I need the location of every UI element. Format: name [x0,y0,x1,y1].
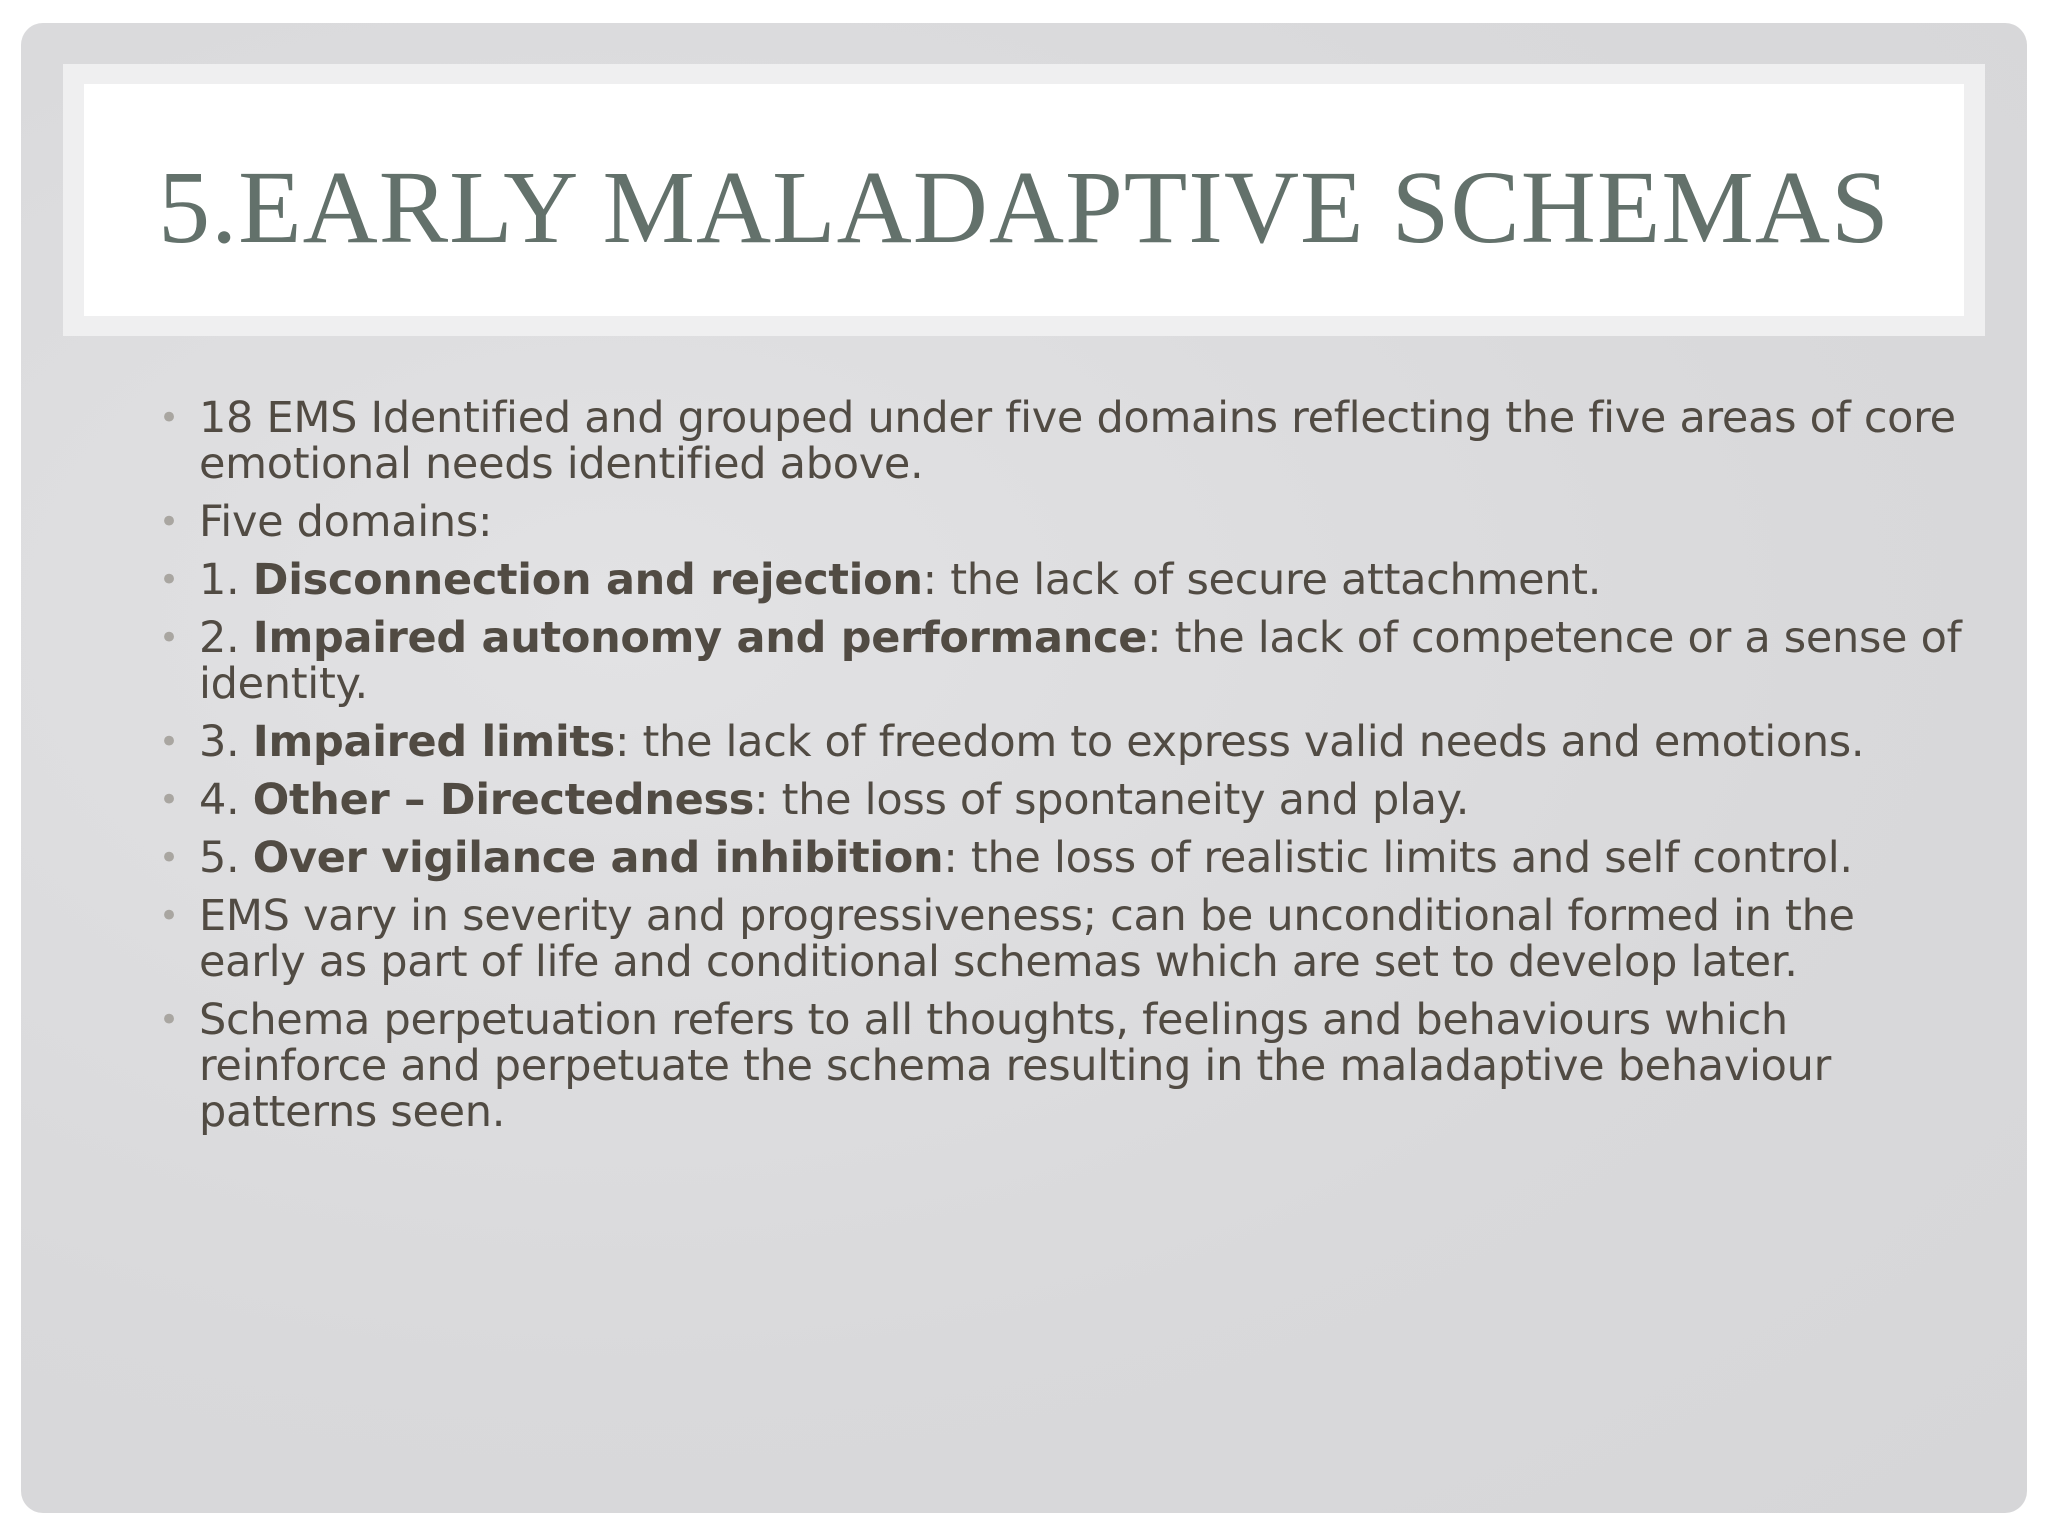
bullet-prefix: 3. [199,717,253,767]
bullet-prefix: 2. [199,613,253,663]
bullet-item [141,499,1971,545]
bullet-item [141,777,1971,823]
bullet-bold: Impaired autonomy and performance [252,613,1148,663]
bullet-text: EMS vary in severity and progressiveness; can be unconditional formed in the early as part of life and conditional schemas which are set to develop later. [199,891,1855,987]
bullet-item [141,893,1971,985]
bullet-text: Schema perpetuation refers to all thoughts, feelings and behaviours which reinforce and perpetuate the schema resulting in the maladaptive behaviour patterns seen. [199,995,1831,1137]
bullet-bold: Impaired limits [252,717,615,767]
bullet-text: : the lack of secure attachment. [922,555,1602,605]
bullet-item [141,557,1971,603]
bullet-bold: Disconnection and rejection [252,555,923,605]
bullet-prefix: 1. [199,555,253,605]
bullet-text: : the loss of spontaneity and play. [754,775,1470,825]
bullet-item [141,615,1971,707]
slide-title: 5.EARLY MALADAPTIVE SCHEMAS [158,150,1890,265]
bullet-text: 18 EMS Identified and grouped under five domains reflecting the five areas of core emotional needs identified above. [199,393,1956,489]
bullet-item [141,997,1971,1135]
title-frame [63,64,1985,336]
title-box [84,84,1964,316]
slide [21,23,2027,1513]
bullet-list [141,395,1971,1147]
bullet-bold: Over vigilance and inhibition [252,833,944,883]
bullet-item [141,719,1971,765]
bullet-prefix: 4. [199,775,253,825]
bullet-prefix: 5. [199,833,253,883]
bullet-item [141,395,1971,487]
bullet-text: Five domains: [199,497,493,547]
bullet-text: : the lack of competence or a sense of identity. [199,613,1962,709]
bullet-bold: Other – Directedness [252,775,755,825]
bullet-item [141,835,1971,881]
bullet-text: : the loss of realistic limits and self control. [943,833,1853,883]
bullet-text: : the lack of freedom to express valid needs and emotions. [614,717,1865,767]
